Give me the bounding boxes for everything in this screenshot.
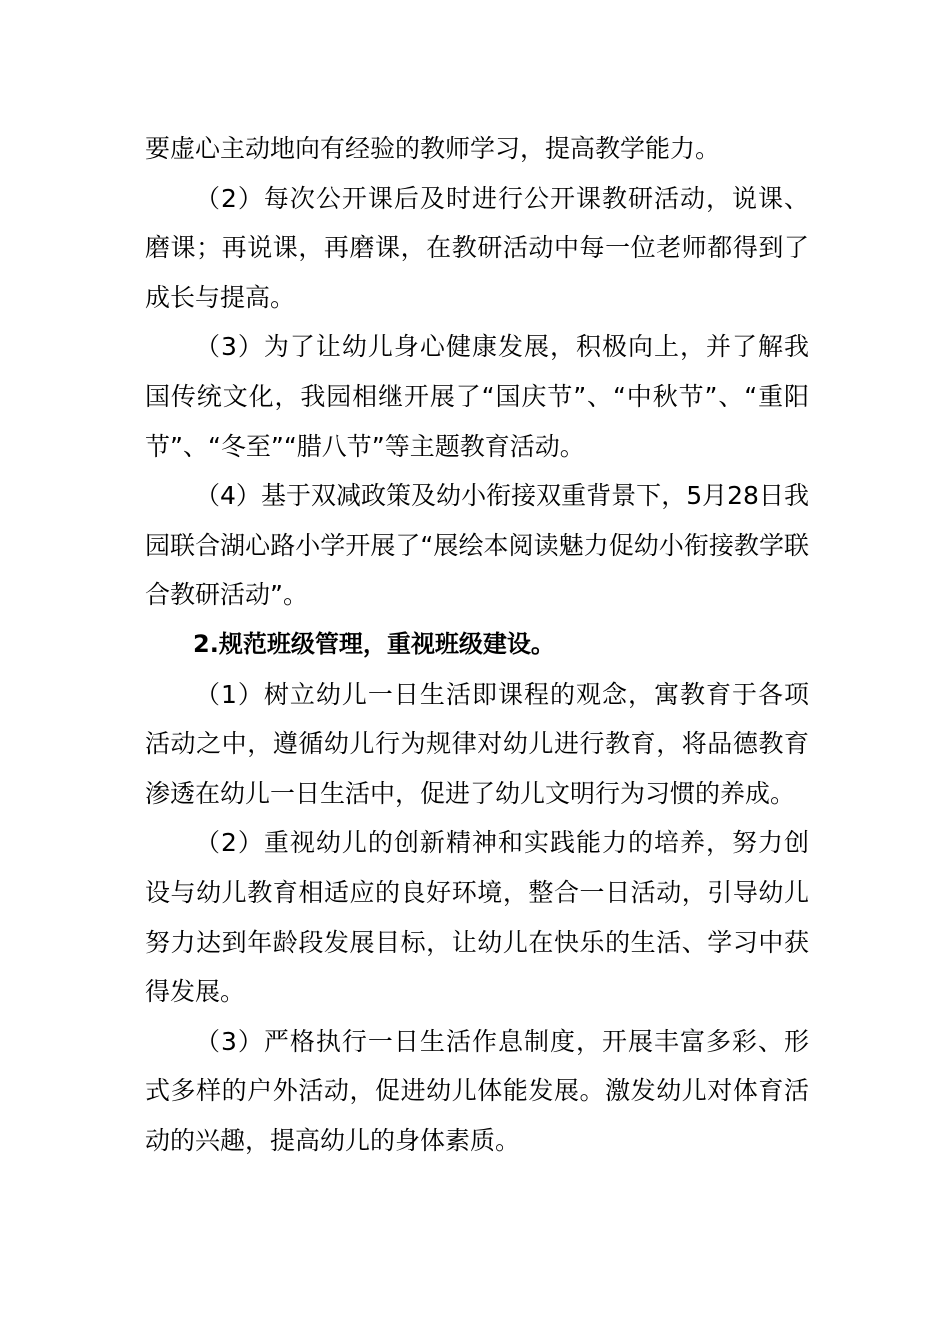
paragraph-continuation: 要虚心主动地向有经验的教师学习，提高教学能力。 — [145, 134, 721, 163]
paragraph-item-3-outdoor-activities: （3）严格执行一日生活作息制度，开展丰富多彩、形式多样的户外活动，促进幼儿体能发展。激发幼儿对体育活动的兴趣，提高幼儿的身体素质。 — [145, 1026, 809, 1155]
section-heading-class-management: 2.规范班级管理，重视班级建设。 — [193, 629, 555, 658]
document-body — [145, 124, 809, 1165]
paragraph-item-1-daily-life-curriculum: （1）树立幼儿一日生活即课程的观念，寓教育于各项活动之中，遵循幼儿行为规律对幼儿进行教育，将品德教育渗透在幼儿一日生活中，促进了幼儿文明行为习惯的养成。 — [145, 679, 809, 808]
paragraph-item-2-open-class: （2）每次公开课后及时进行公开课教研活动，说课、磨课；再说课，再磨课，在教研活动中每一位老师都得到了成长与提高。 — [145, 183, 809, 312]
paragraph-item-2-innovation: （2）重视幼儿的创新精神和实践能力的培养，努力创设与幼儿教育相适应的良好环境，整合一日活动，引导幼儿努力达到年龄段发展目标，让幼儿在快乐的生活、学习中获得发展。 — [145, 828, 809, 1007]
paragraph-item-3-traditional-culture: （3）为了让幼儿身心健康发展，积极向上，并了解我国传统文化，我园相继开展了“国庆节”、“中秋节”、“重阳节”、“冬至”“腊八节”等主题教育活动。 — [145, 332, 809, 461]
paragraph-item-4-double-reduction: （4）基于双减政策及幼小衔接双重背景下，5月28日我园联合湖心路小学开展了“展绘本阅读魅力促幼小衔接教学联合教研活动”。 — [145, 481, 809, 610]
